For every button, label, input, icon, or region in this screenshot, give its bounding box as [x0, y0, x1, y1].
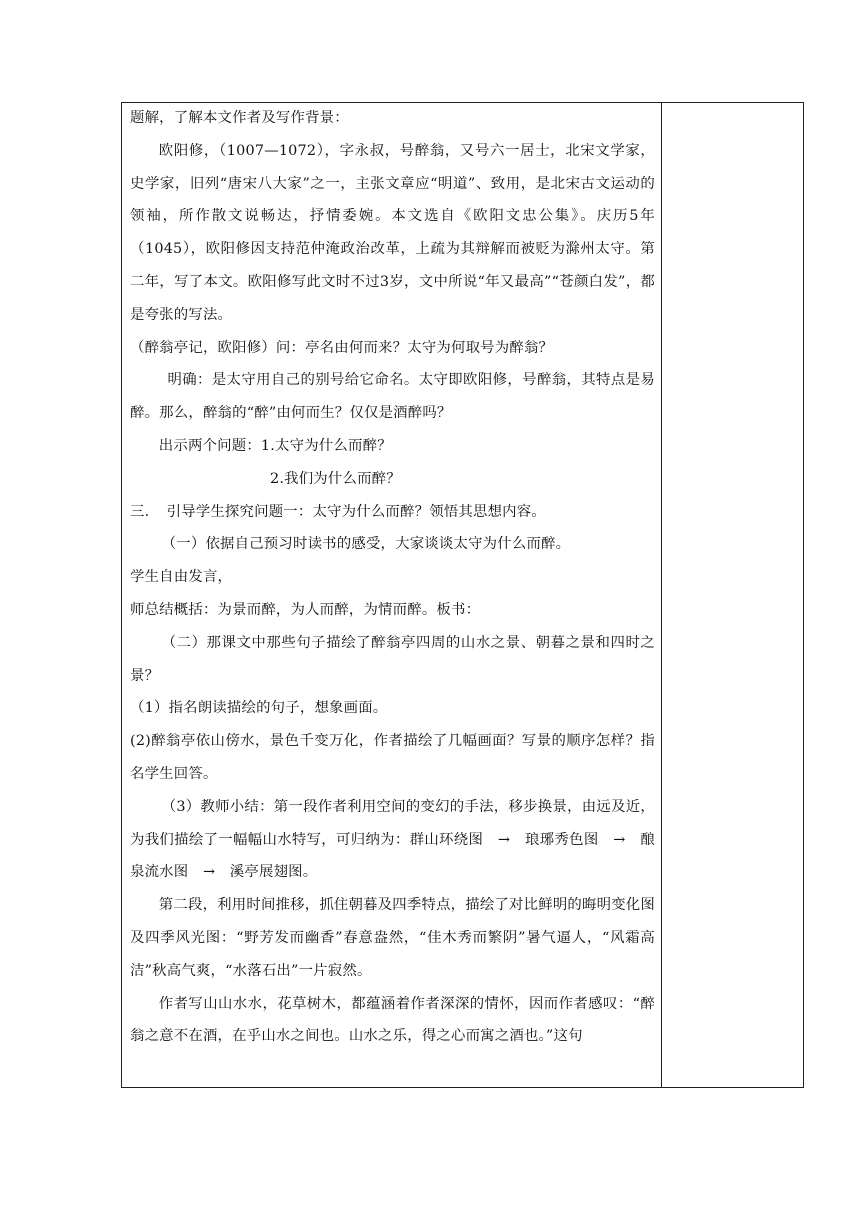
- author-sentiment-paragraph: 作者写山山水水，花草树木，都蕴涵着作者深深的情怀，因而作者感叹：“醉翁之意不在酒，在乎山水之间也。山水之乐，得之心而寓之酒也。”这句: [130, 995, 655, 1045]
- step-three-paragraph: （3）教师小结：第一段作者利用空间的变幻的手法，移步换景，由远及近，为我们描绘了一幅幅山水特写，可归纳为：群山环绕图 → 琅琊秀色图 → 酿泉流水图 → 溪亭展翅图。: [130, 798, 655, 881]
- part-two-prompt: （二）那课文中那些句子描绘了醉翁亭四周的山水之景、朝暮之景和四时之景？: [130, 634, 655, 684]
- step-one-line: （1）指名朗读描绘的句子，想象画面。: [130, 700, 388, 717]
- intro-heading: 题解，了解本文作者及写作背景：: [130, 110, 349, 126]
- section-three-heading: 三． 引导学生探究问题一：太守为什么而醉？领悟其思想内容。: [130, 503, 546, 520]
- table-column-divider: [661, 102, 662, 1088]
- lesson-content-cell: [130, 102, 655, 1088]
- answer-paragraph: 明确：是太守用自己的别号给它命名。太守即欧阳修，号醉翁，其特点是易醉。那么，醉翁的“醉”由何而生？仅仅是酒醉吗？: [130, 372, 655, 422]
- second-section-paragraph: 第二段，利用时间推移，抓住朝暮及四季特点，描绘了对比鲜明的晦明变化图及四季风光图：“野芳发而幽香”春意盎然，“佳木秀而繁阴”暑气逼人，“风霜高洁”秋高气爽，“水落石出”一片寂然。: [130, 897, 655, 979]
- teacher-summary-line: 师总结概括：为景而醉，为人而醉，为情而醉。板书：: [130, 601, 481, 618]
- part-one-prompt: （一）依据自己预习时读书的感受，大家谈谈太守为什么而醉。: [161, 536, 571, 553]
- student-discussion-line: 学生自由发言，: [130, 569, 233, 586]
- two-questions-line: 出示两个问题：1.太守为什么而醉？: [158, 437, 392, 454]
- question-paragraph: （醉翁亭记，欧阳修）问：亭名由何而来？太守为何取号为醉翁？: [130, 339, 554, 356]
- second-question-line: 2.我们为什么而醉？: [270, 470, 401, 487]
- step-two-paragraph: (2)醉翁亭依山傍水，景色千变万化，作者描绘了几幅画面？写景的顺序怎样？指名学生回答。: [130, 733, 655, 782]
- author-background-paragraph: 欧阳修，（1007—1072），字永叔，号醉翁，又号六一居士，北宋文学家，史学家，旧列“唐宋八大家”之一，主张文章应“明道”、致用，是北宋古文运动的领袖，所作散文说畅达，抒情委婉。本文选自《欧阳文忠公集》。庆历5年（1045），欧阳修因支持范仲淹政治改革，上疏为其辩解而被贬为滁州太守。第二年，写了本文。欧阳修写此文时不过3岁，文中所说“年又最高”“苍颜白发”，都是夸张的写法。: [130, 142, 655, 323]
